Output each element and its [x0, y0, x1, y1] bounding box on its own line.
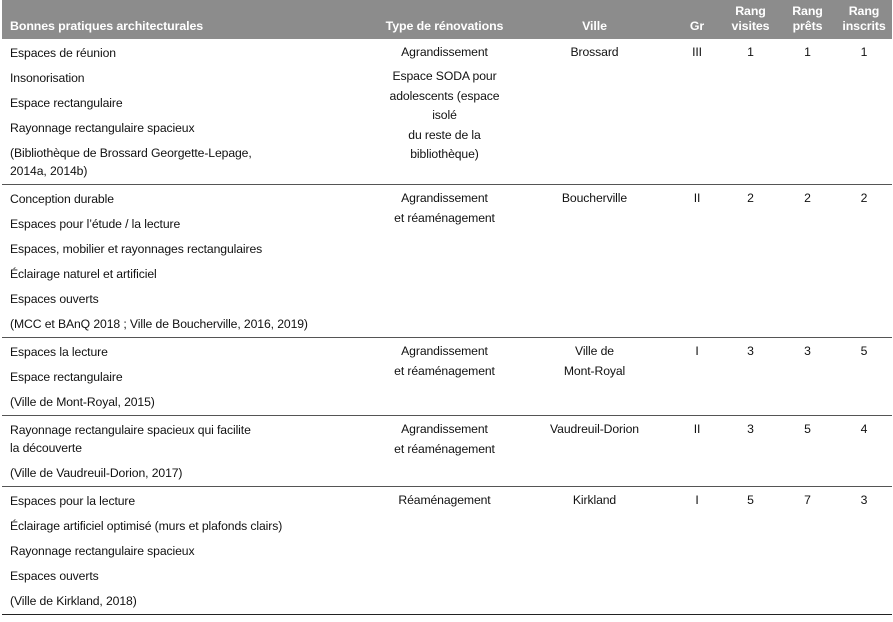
practice-item: Espace rectangulaire — [10, 96, 123, 110]
practice-item: Espaces de réunion — [10, 46, 116, 60]
header-row — [2, 0, 892, 39]
group-cell: II — [693, 191, 701, 205]
header-city: Ville — [517, 0, 672, 39]
practice-reference: (Ville de Kirkland, 2018) — [10, 594, 137, 608]
renovation-cell: Agrandissement et réaménagement — [394, 422, 495, 456]
rank-loans-cell: 3 — [804, 344, 811, 358]
practice-item: Rayonnage rectangulaire spacieux — [10, 121, 195, 135]
city-cell: Kirkland — [572, 493, 617, 507]
rank-loans-cell: 2 — [804, 191, 811, 205]
practice-item: Rayonnage rectangulaire spacieux qui facilite — [10, 423, 251, 437]
practice-item: Espaces ouverts — [10, 569, 99, 583]
rank-loans-cell: 5 — [804, 422, 811, 436]
practice-item: Conception durable — [10, 192, 114, 206]
practice-item: Espace rectangulaire — [10, 370, 123, 384]
rank-visits-cell: 5 — [747, 493, 754, 507]
practice-reference: (Ville de Vaudreuil-Dorion, 2017) — [10, 466, 183, 480]
rank-members-cell: 2 — [860, 191, 868, 205]
practice-item: Éclairage artificiel optimisé (murs et plafonds clairs) — [10, 519, 283, 533]
header-group: Gr — [672, 0, 722, 39]
rank-visits-cell: 2 — [747, 191, 754, 205]
rank-visits-cell: 1 — [747, 45, 754, 59]
practice-item: Espaces la lecture — [10, 345, 108, 359]
header-renovation-type: Type de rénovations — [372, 0, 517, 39]
renovation-cell: Agrandissement et réaménagement — [394, 344, 495, 378]
practice-item: la découverte — [10, 441, 82, 455]
rank-members-cell: 3 — [860, 493, 868, 507]
rank-members-cell: 1 — [860, 45, 868, 59]
practice-item: Espaces ouverts — [10, 292, 99, 306]
renovation-cell: Agrandissement et réaménagement — [394, 191, 495, 225]
practices-cell — [2, 416, 372, 487]
group-cell: III — [692, 45, 702, 59]
practice-reference: (Ville de Mont-Royal, 2015) — [10, 395, 155, 409]
header-rank-loans: Rang prêts — [779, 0, 836, 39]
renovation-cell: Réaménagement — [398, 493, 491, 507]
practices-cell — [2, 338, 372, 416]
header-rank-visits: Rang visites — [722, 0, 779, 39]
table-row — [2, 39, 892, 185]
practice-item: Espaces, mobilier et rayonnages rectangulaires — [10, 242, 263, 256]
practices-cell — [2, 185, 372, 338]
practice-reference: (MCC et BAnQ 2018 ; Ville de Boucherville, 2016, 2019) — [10, 317, 308, 331]
practice-reference: 2014a, 2014b) — [10, 164, 88, 178]
city-cell: Vaudreuil-Dorion — [550, 422, 639, 436]
practice-item: Espaces pour la lecture — [10, 494, 136, 508]
rank-members-cell: 5 — [860, 344, 868, 358]
practice-item: Insonorisation — [10, 71, 85, 85]
city-cell: Brossard — [570, 45, 619, 59]
rank-visits-cell: 3 — [747, 344, 754, 358]
rank-members-cell: 4 — [860, 422, 868, 436]
rank-loans-cell: 1 — [804, 45, 811, 59]
practice-item: Espaces pour l’étude / la lecture — [10, 217, 181, 231]
rank-visits-cell: 3 — [747, 422, 754, 436]
practice-item: Rayonnage rectangulaire spacieux — [10, 544, 195, 558]
table-row — [2, 185, 892, 338]
table-row — [2, 338, 892, 416]
rank-loans-cell: 7 — [804, 493, 811, 507]
practices-cell — [2, 487, 372, 615]
practice-item: Éclairage naturel et artificiel — [10, 267, 157, 281]
city-cell: Ville de Mont-Royal — [563, 344, 626, 378]
group-cell: I — [695, 493, 699, 507]
renovation-cell: Agrandissement Espace SODA pour adolescents (espace isolé du reste de la bibliothèque) — [389, 45, 500, 161]
best-practices-table — [2, 0, 892, 615]
practice-reference: (Bibliothèque de Brossard Georgette-Lepage, — [10, 146, 252, 160]
practices-cell — [2, 39, 372, 185]
city-cell: Boucherville — [561, 191, 628, 205]
table-row — [2, 416, 892, 487]
group-cell: I — [695, 344, 699, 358]
group-cell: II — [693, 422, 701, 436]
table-row — [2, 487, 892, 615]
header-practices: Bonnes pratiques architecturales — [2, 0, 372, 39]
header-rank-members: Rang inscrits — [836, 0, 892, 39]
